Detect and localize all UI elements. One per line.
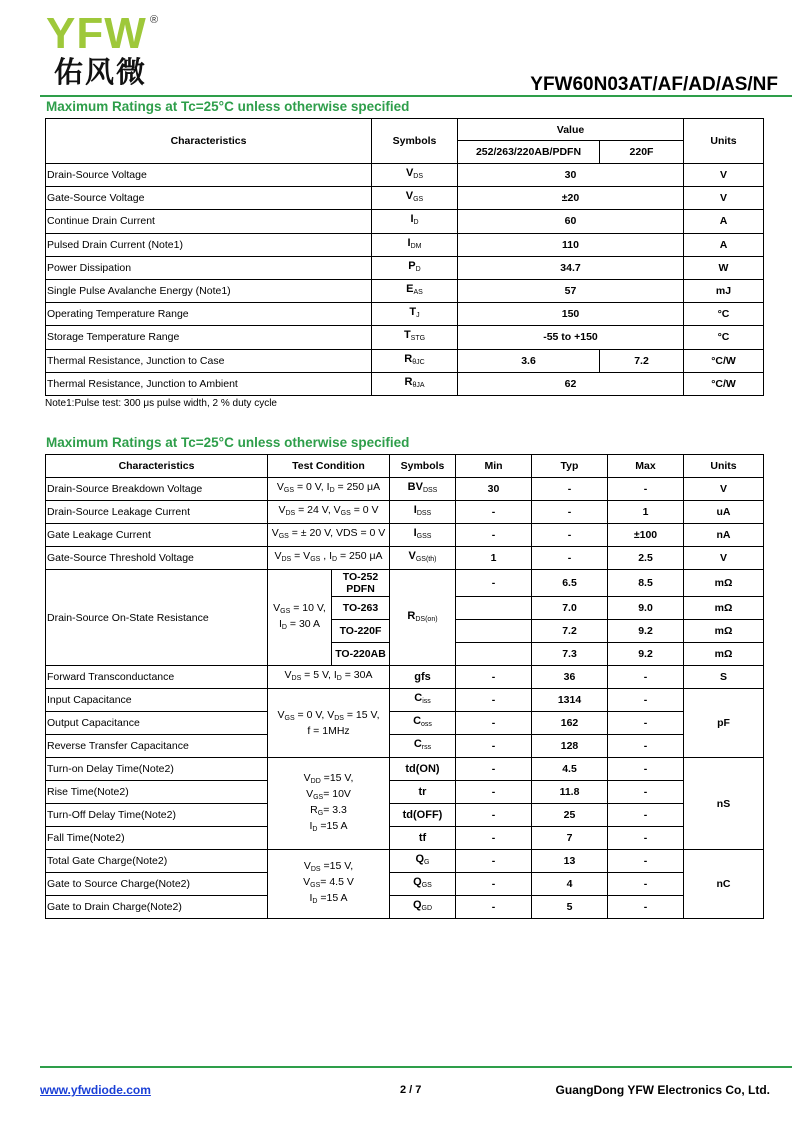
col-symbols: Symbols: [390, 455, 456, 478]
param-name: Pulsed Drain Current (Note1): [46, 233, 372, 256]
symbol: $T_{STG}$: [372, 326, 458, 349]
unit: W: [684, 256, 764, 279]
symbol: $R_{\theta JC}$: [372, 349, 458, 372]
param-name: Gate-Source Voltage: [46, 187, 372, 210]
table-row: [46, 827, 764, 850]
table-row: [46, 210, 764, 233]
symbol: $Q_G$: [390, 850, 456, 873]
symbol: $I_{GSS}$: [390, 524, 456, 547]
max-value: -: [608, 804, 684, 827]
symbol: $V_{DS}$: [372, 164, 458, 187]
min-value: -: [456, 850, 532, 873]
value: -55 to +150: [458, 326, 684, 349]
col-value: Value: [458, 119, 684, 141]
max-value: -: [608, 850, 684, 873]
test-condition: $V_{DS} = 24$ V, $V_{GS} = 0$ V: [268, 501, 390, 524]
param-name: Drain-Source Voltage: [46, 164, 372, 187]
table-row: [46, 256, 764, 279]
symbol: $Q_{GS}$: [390, 873, 456, 896]
min-value: -: [456, 524, 532, 547]
min-value: -: [456, 781, 532, 804]
table-row: [46, 279, 764, 302]
param-name: Input Capacitance: [46, 689, 268, 712]
min-value: -: [456, 666, 532, 689]
param-name: Gate to Drain Charge(Note2): [46, 896, 268, 919]
unit: °C/W: [684, 372, 764, 395]
unit: V: [684, 478, 764, 501]
typ-value: 4.5: [532, 758, 608, 781]
unit: V: [684, 187, 764, 210]
typ-value: 7.2: [532, 620, 608, 643]
param-name: Gate-Source Threshold Voltage: [46, 547, 268, 570]
symbol: $I_D$: [372, 210, 458, 233]
table-row: [46, 735, 764, 758]
unit: nC: [684, 850, 764, 919]
value: 150: [458, 303, 684, 326]
table-row: [46, 501, 764, 524]
symbol: $T_J$: [372, 303, 458, 326]
test-condition: $V_{DS} = 5$ V, $I_D = 30A$: [268, 666, 390, 689]
col-max: Max: [608, 455, 684, 478]
table-row: [46, 781, 764, 804]
value-pkg1: 3.6: [458, 349, 600, 372]
min-value: -: [456, 896, 532, 919]
package: TO-220F: [332, 620, 390, 643]
symbol: $R_{DS(on)}$: [390, 570, 456, 666]
col-characteristics: Characteristics: [46, 455, 268, 478]
min-value: 1: [456, 547, 532, 570]
unit: nA: [684, 524, 764, 547]
symbol: td(ON): [390, 758, 456, 781]
table-row: [46, 547, 764, 570]
max-value: -: [608, 781, 684, 804]
max-value: -: [608, 712, 684, 735]
min-value: [456, 597, 532, 620]
symbol: $E_{AS}$: [372, 279, 458, 302]
max-value: -: [608, 666, 684, 689]
registered-mark: ®: [150, 14, 159, 26]
table-row: [46, 233, 764, 256]
unit: S: [684, 666, 764, 689]
param-name: Rise Time(Note2): [46, 781, 268, 804]
param-name: Drain-Source Breakdown Voltage: [46, 478, 268, 501]
table-row: [46, 303, 764, 326]
typ-value: -: [532, 478, 608, 501]
max-value: 9.2: [608, 620, 684, 643]
unit: mΩ: [684, 570, 764, 597]
test-condition: $V_{GS} = 10$ V, $I_D = 30$ A: [268, 570, 332, 666]
max-value: 9.2: [608, 643, 684, 666]
value-pkg2: 7.2: [600, 349, 684, 372]
min-value: -: [456, 735, 532, 758]
table-row: [46, 187, 764, 210]
param-name: Storage Temperature Range: [46, 326, 372, 349]
symbol: $C_{oss}$: [390, 712, 456, 735]
param-name: Power Dissipation: [46, 256, 372, 279]
typ-value: 6.5: [532, 570, 608, 597]
max-value: -: [608, 827, 684, 850]
max-value: -: [608, 735, 684, 758]
typ-value: -: [532, 547, 608, 570]
symbol: $BV_{DSS}$: [390, 478, 456, 501]
min-value: -: [456, 827, 532, 850]
symbol: $I_{DSS}$: [390, 501, 456, 524]
param-name: Thermal Resistance, Junction to Case: [46, 349, 372, 372]
min-value: [456, 620, 532, 643]
col-typ: Typ: [532, 455, 608, 478]
typ-value: 13: [532, 850, 608, 873]
logo-chinese-name: 佑风微: [54, 57, 148, 89]
param-name: Forward Transconductance: [46, 666, 268, 689]
website-link[interactable]: www.yfwdiode.com: [40, 1083, 151, 1097]
symbol: $I_{DM}$: [372, 233, 458, 256]
max-value: -: [608, 478, 684, 501]
table-row: [46, 689, 764, 712]
value: ±20: [458, 187, 684, 210]
param-name: Thermal Resistance, Junction to Ambient: [46, 372, 372, 395]
param-name: Output Capacitance: [46, 712, 268, 735]
min-value: -: [456, 570, 532, 597]
min-value: -: [456, 501, 532, 524]
table-row: [46, 570, 764, 597]
unit: uA: [684, 501, 764, 524]
symbol: $C_{rss}$: [390, 735, 456, 758]
max-value: -: [608, 896, 684, 919]
symbol: $V_{GS(th)}$: [390, 547, 456, 570]
param-name: Total Gate Charge(Note2): [46, 850, 268, 873]
typ-value: 162: [532, 712, 608, 735]
max-ratings-table: [45, 118, 764, 396]
unit: A: [684, 233, 764, 256]
max-value: 9.0: [608, 597, 684, 620]
note1: Note1:Pulse test: 300 μs pulse width, 2 % duty cycle: [45, 398, 277, 409]
value: 62: [458, 372, 684, 395]
unit: mΩ: [684, 597, 764, 620]
col-min: Min: [456, 455, 532, 478]
test-condition: $V_{DD} =15$ V, $V_{GS}= 10V$ $R_G= 3.3$ $I_D =15$ A: [268, 758, 390, 850]
min-value: -: [456, 689, 532, 712]
symbol: $P_D$: [372, 256, 458, 279]
min-value: [456, 643, 532, 666]
symbol: tr: [390, 781, 456, 804]
typ-value: 4: [532, 873, 608, 896]
typ-value: 7: [532, 827, 608, 850]
typ-value: 25: [532, 804, 608, 827]
value: 110: [458, 233, 684, 256]
max-value: 1: [608, 501, 684, 524]
table-row: [46, 372, 764, 395]
electrical-characteristics-table: [45, 454, 764, 919]
value: 57: [458, 279, 684, 302]
table-row: [46, 896, 764, 919]
symbol: td(OFF): [390, 804, 456, 827]
unit: mΩ: [684, 620, 764, 643]
footer-divider: [40, 1066, 792, 1068]
col-units: Units: [684, 119, 764, 164]
logo-letters: YFW: [46, 9, 147, 58]
unit: nS: [684, 758, 764, 850]
max-value: ±100: [608, 524, 684, 547]
symbol: tf: [390, 827, 456, 850]
header-divider: [40, 95, 792, 97]
max-value: -: [608, 873, 684, 896]
symbol: $Q_{GD}$: [390, 896, 456, 919]
unit: °C/W: [684, 349, 764, 372]
package: TO-220AB: [332, 643, 390, 666]
value: 34.7: [458, 256, 684, 279]
param-name: Drain-Source On-State Resistance: [46, 570, 268, 666]
param-name: Reverse Transfer Capacitance: [46, 735, 268, 758]
unit: V: [684, 164, 764, 187]
table-row: [46, 804, 764, 827]
part-number: YFW60N03AT/AF/AD/AS/NF: [530, 74, 778, 95]
unit: mJ: [684, 279, 764, 302]
col-characteristics: Characteristics: [46, 119, 372, 164]
min-value: 30: [456, 478, 532, 501]
param-name: Continue Drain Current: [46, 210, 372, 233]
param-name: Turn-Off Delay Time(Note2): [46, 804, 268, 827]
table-row: [46, 712, 764, 735]
col-test-condition: Test Condition: [268, 455, 390, 478]
test-condition: $V_{GS} = 0$ V, $V_{DS} = 15$ V, f = 1MHz: [268, 689, 390, 758]
symbol: $C_{iss}$: [390, 689, 456, 712]
max-value: 2.5: [608, 547, 684, 570]
typ-value: 128: [532, 735, 608, 758]
param-name: Operating Temperature Range: [46, 303, 372, 326]
param-name: Single Pulse Avalanche Energy (Note1): [46, 279, 372, 302]
col-symbols: Symbols: [372, 119, 458, 164]
unit: V: [684, 547, 764, 570]
table-row: [46, 478, 764, 501]
package: TO-263: [332, 597, 390, 620]
unit: °C: [684, 326, 764, 349]
typ-value: 5: [532, 896, 608, 919]
table-row: [46, 758, 764, 781]
symbol: gfs: [390, 666, 456, 689]
max-value: -: [608, 758, 684, 781]
min-value: -: [456, 758, 532, 781]
value: 30: [458, 164, 684, 187]
col-value-pkg2: 220F: [600, 141, 684, 164]
param-name: Gate Leakage Current: [46, 524, 268, 547]
test-condition: $V_{DS} =15$ V, $V_{GS}= 4.5$ V $I_D =15$ A: [268, 850, 390, 919]
param-name: Gate to Source Charge(Note2): [46, 873, 268, 896]
max-value: 8.5: [608, 570, 684, 597]
param-name: Drain-Source Leakage Current: [46, 501, 268, 524]
test-condition: $V_{DS} = V_{GS}$ , $I_D = 250$ μA: [268, 547, 390, 570]
typ-value: 11.8: [532, 781, 608, 804]
min-value: -: [456, 804, 532, 827]
company-name: GuangDong YFW Electronics Co, Ltd.: [555, 1083, 770, 1097]
section1-title: Maximum Ratings at Tc=25°C unless otherwise specified: [46, 99, 410, 114]
table-row: [46, 164, 764, 187]
param-name: Fall Time(Note2): [46, 827, 268, 850]
table-row: [46, 666, 764, 689]
unit: mΩ: [684, 643, 764, 666]
typ-value: -: [532, 524, 608, 547]
min-value: -: [456, 873, 532, 896]
unit: °C: [684, 303, 764, 326]
table-row: [46, 873, 764, 896]
company-logo: [46, 9, 166, 92]
typ-value: 1314: [532, 689, 608, 712]
min-value: -: [456, 712, 532, 735]
unit: A: [684, 210, 764, 233]
col-units: Units: [684, 455, 764, 478]
table-row: [46, 524, 764, 547]
page-number: 2 / 7: [400, 1084, 422, 1096]
typ-value: -: [532, 501, 608, 524]
param-name: Turn-on Delay Time(Note2): [46, 758, 268, 781]
col-value-pkg1: 252/263/220AB/PDFN: [458, 141, 600, 164]
table-row: [46, 850, 764, 873]
symbol: $V_{GS}$: [372, 187, 458, 210]
test-condition: $V_{GS} = 0$ V, $I_D = 250$ μA: [268, 478, 390, 501]
typ-value: 7.0: [532, 597, 608, 620]
package: TO-252 PDFN: [332, 570, 390, 597]
symbol: $R_{\theta JA}$: [372, 372, 458, 395]
unit: pF: [684, 689, 764, 758]
table-row: [46, 326, 764, 349]
max-value: -: [608, 689, 684, 712]
typ-value: 36: [532, 666, 608, 689]
test-condition: $V_{GS}$ = ± 20 V, VDS = 0 V: [268, 524, 390, 547]
typ-value: 7.3: [532, 643, 608, 666]
table-row: [46, 349, 764, 372]
section2-title: Maximum Ratings at Tc=25°C unless otherwise specified: [46, 435, 410, 450]
value: 60: [458, 210, 684, 233]
